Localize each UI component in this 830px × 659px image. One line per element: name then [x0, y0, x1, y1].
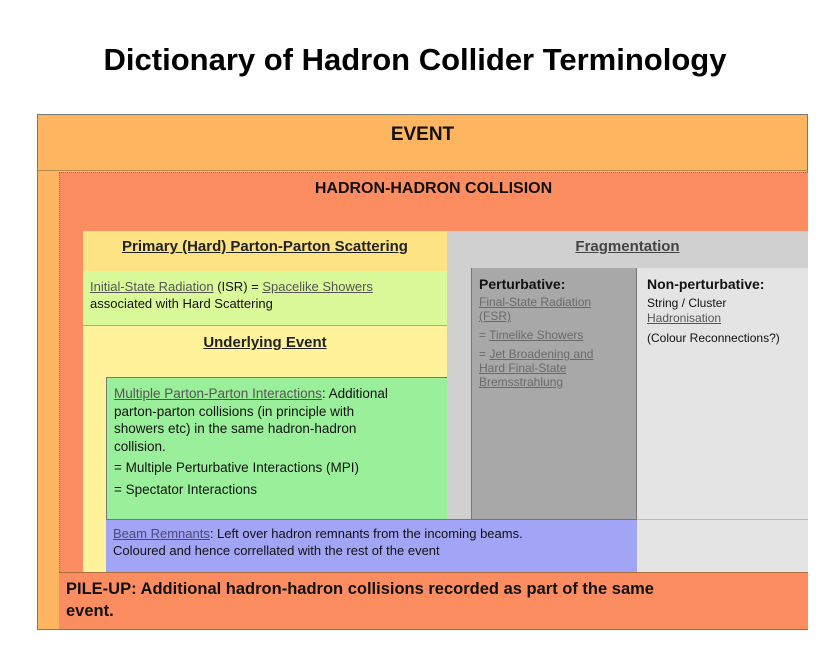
event-label: EVENT: [390, 124, 455, 145]
beam-link[interactable]: Beam Remnants: [113, 526, 210, 541]
mpi-link[interactable]: Multiple Parton-Parton Interactions: [114, 386, 322, 401]
spacelike-showers-link[interactable]: Spacelike Showers: [262, 279, 373, 294]
beam-line2: Coloured and hence correllated with the rest of the event: [113, 543, 440, 558]
mpi-rest: : Additional: [321, 386, 388, 401]
underlying-label[interactable]: Underlying Event: [203, 334, 327, 351]
nonpert-text: [647, 277, 807, 346]
nonpert-l3: (Colour Reconnections?): [647, 331, 780, 345]
collision-label: HADRON-HADRON COLLISION: [314, 180, 553, 197]
mpi-eq1: = Multiple Perturbative Interactions (MPI): [114, 460, 359, 475]
isr-text: [90, 278, 446, 312]
jet-link-3[interactable]: Bremsstrahlung: [479, 375, 564, 389]
hadronisation-link[interactable]: Hadronisation: [647, 311, 722, 325]
perturbative-heading: Perturbative:: [479, 276, 566, 292]
pileup-line2: event.: [66, 602, 114, 620]
beam-rest: : Left over hadron remnants from the incoming beams.: [209, 526, 523, 541]
timelike-prefix: =: [479, 328, 490, 342]
fsr-abbr[interactable]: (FSR): [479, 309, 511, 323]
pileup-line1: PILE-UP: Additional hadron-hadron collisions recorded as part of the same: [66, 580, 654, 598]
fragmentation-label[interactable]: Fragmentation: [575, 238, 680, 255]
nonpert-heading: Non-perturbative:: [647, 276, 765, 292]
mpi-eq2: = Spectator Interactions: [114, 481, 257, 497]
mpi-l3: showers etc) in the same hadron-hadron: [114, 421, 357, 436]
timelike-link[interactable]: Timelike Showers: [489, 328, 584, 342]
isr-line2: associated with Hard Scattering: [90, 296, 273, 311]
mpi-text: [114, 385, 444, 498]
event-divider: [37, 170, 808, 171]
fragmentation-strip: [447, 268, 471, 519]
mpi-l4: collision.: [114, 438, 166, 454]
isr-link[interactable]: Initial-State Radiation: [90, 279, 214, 294]
perturbative-text: [479, 277, 635, 389]
fsr-link[interactable]: Final-State Radiation: [479, 295, 592, 309]
jet-link-1[interactable]: Jet Broadening and: [489, 347, 594, 361]
page-title: Dictionary of Hadron Collider Terminology: [103, 42, 727, 77]
jet-prefix: =: [479, 347, 490, 361]
primary-label[interactable]: Primary (Hard) Parton-Parton Scattering: [122, 238, 408, 255]
mpi-l2: parton-parton collisions (in principle with: [114, 403, 355, 419]
beam-text: [113, 525, 635, 559]
jet-link-2[interactable]: Hard Final-State: [479, 361, 567, 375]
pileup-text: [66, 578, 806, 622]
nonpert-l1: String / Cluster: [647, 296, 727, 310]
nonpert-beam-divider: [637, 519, 808, 520]
isr-mid: (ISR) =: [213, 279, 263, 294]
